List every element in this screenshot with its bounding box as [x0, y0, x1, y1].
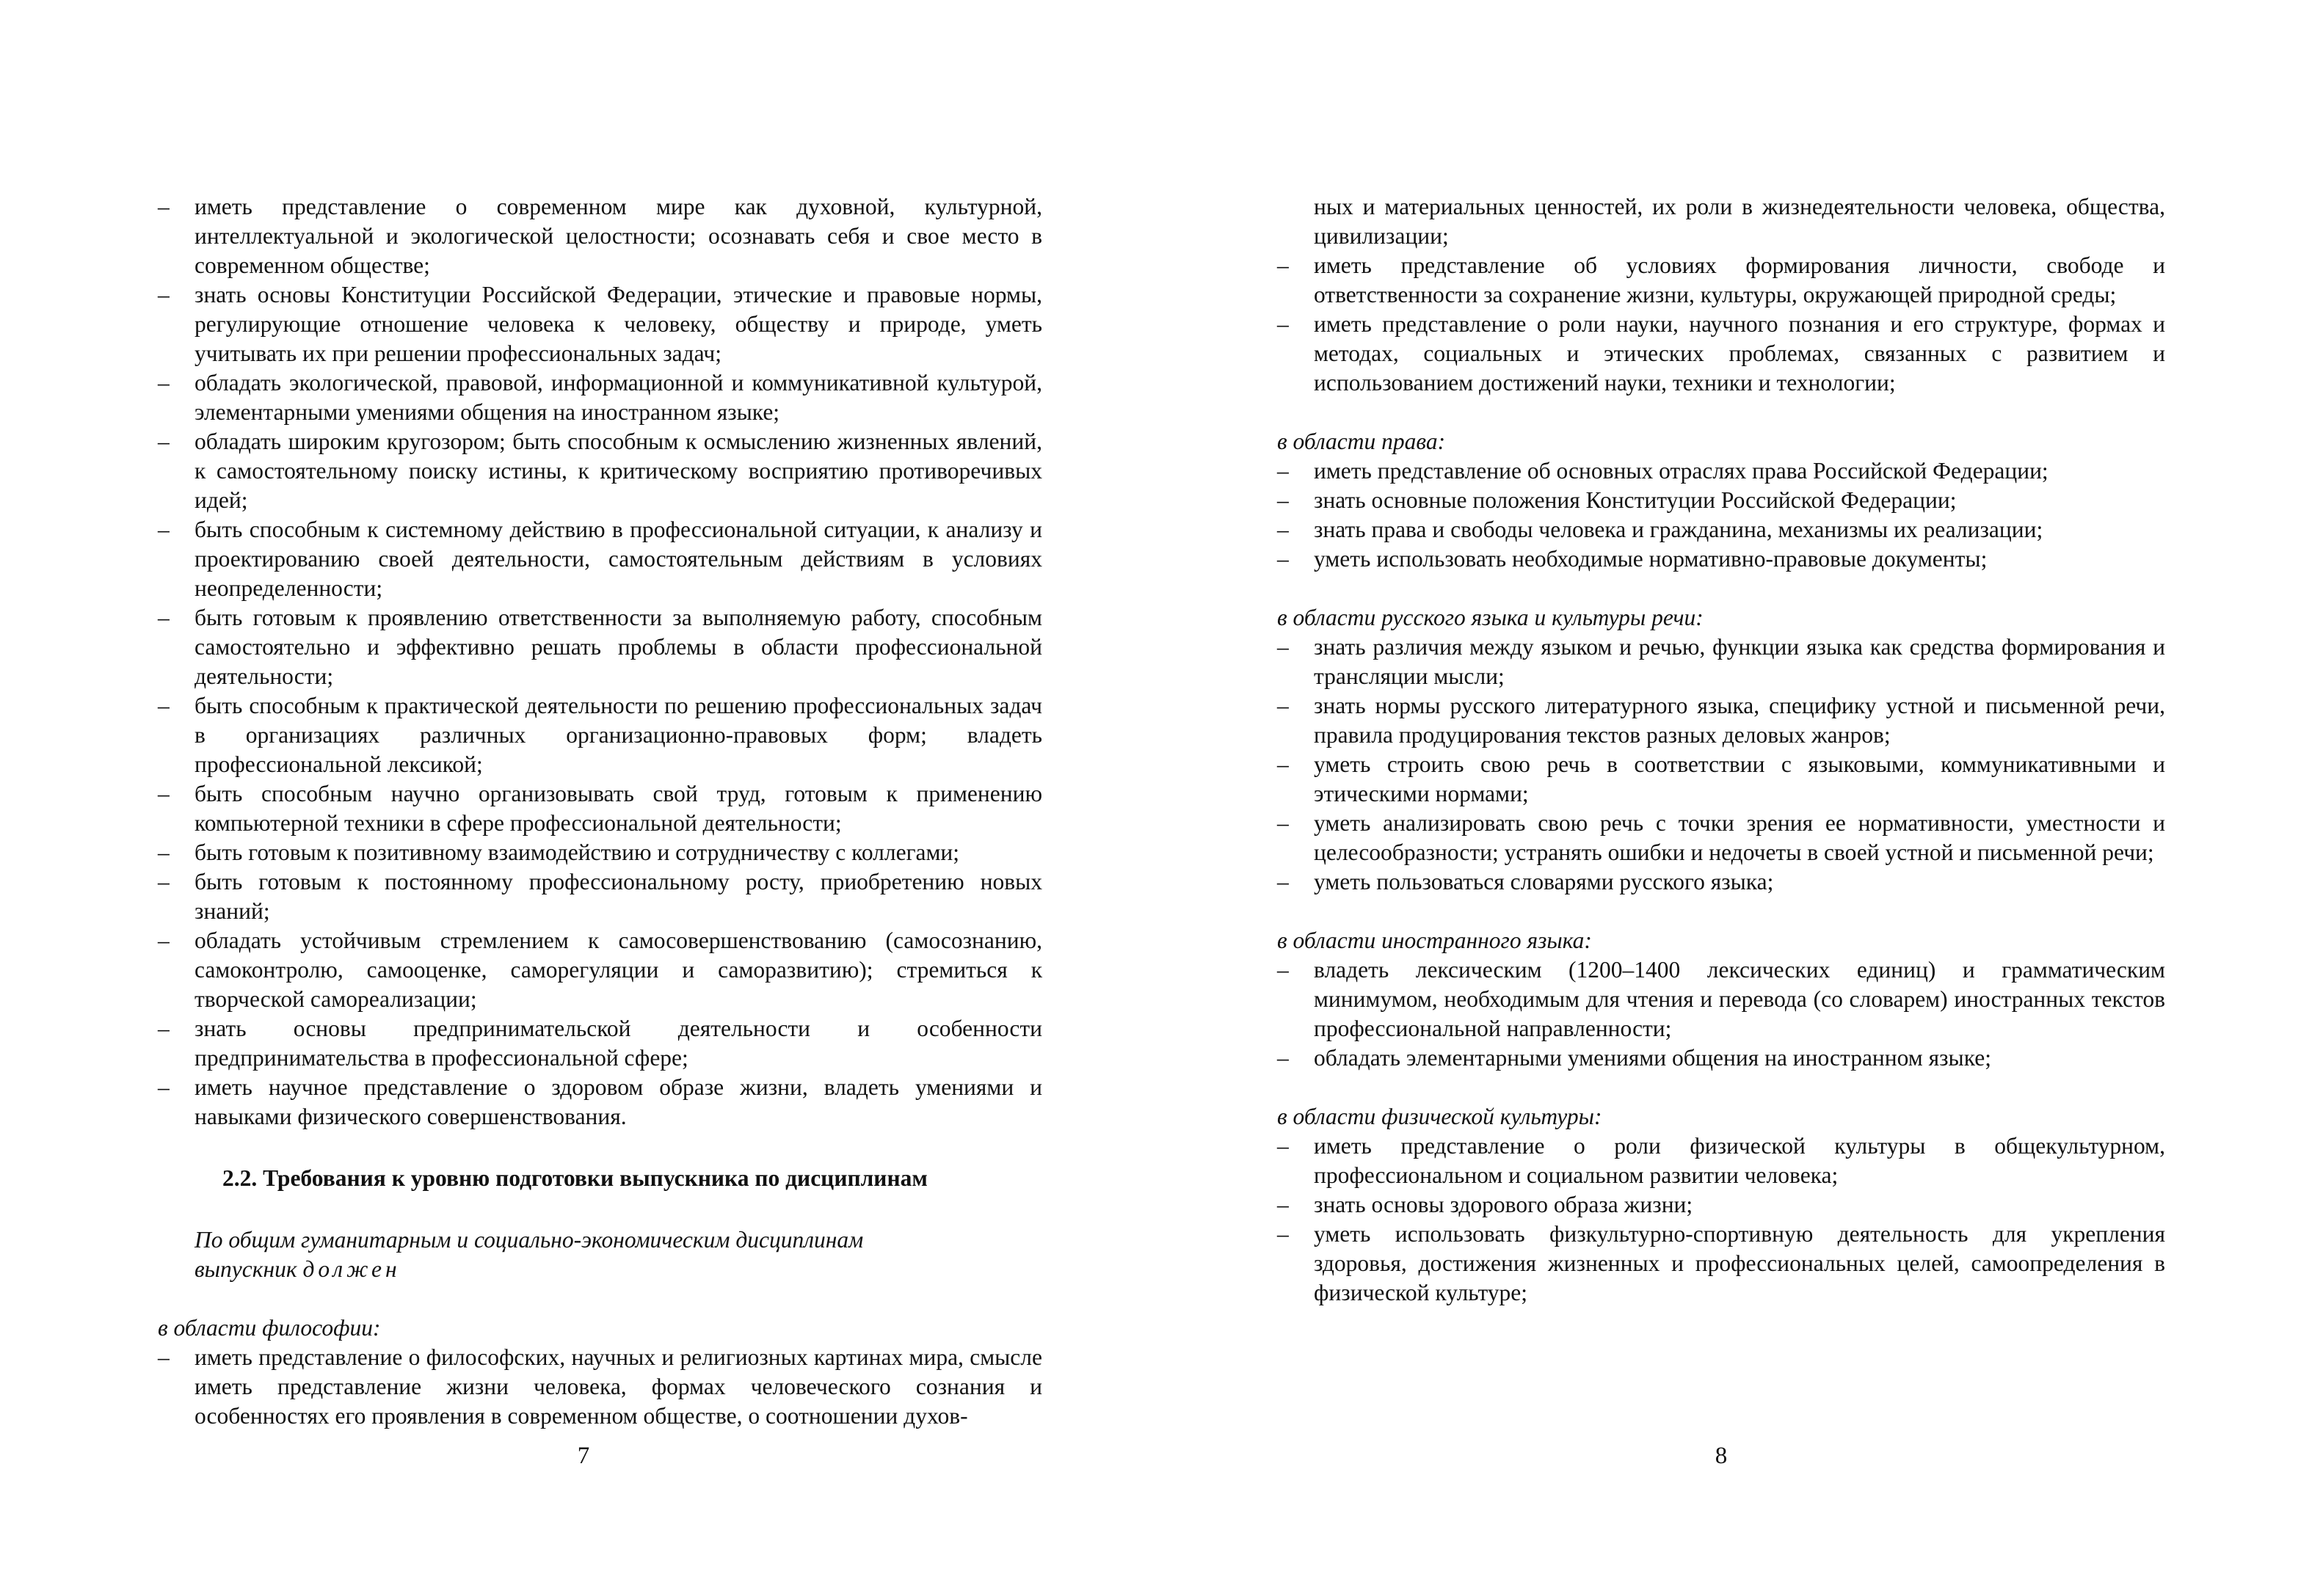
list-item-text: быть способным к системному действию в профессиональной ситуации, к анализу и проектированию своей деятельности, самостоятельным действиям в условиях неопределенности; [195, 517, 1042, 601]
foreign-title: в области иностранного языка: [1277, 928, 1592, 953]
bullet-dash: – [158, 1074, 170, 1100]
bullet-dash: – [158, 1344, 170, 1370]
list-item [158, 779, 1042, 838]
list-item-text: быть способным научно организовывать свой труд, готовым к применению компьютерной техники в сфере профессиональной деятельности; [195, 781, 1042, 836]
list-item [158, 192, 1042, 280]
list-item [1277, 1190, 2165, 1220]
list-item-text: уметь использовать физкультурно-спортивную деятельность для укрепления здоровья, достижения жизненных и профессиональных целей, самоопределения в физической культуре; [1314, 1221, 2165, 1305]
list-item-text: быть готовым к позитивному взаимодействию и сотрудничеству с коллегами; [195, 839, 960, 865]
list-item-text: обладать экологической, правовой, информационной и коммуникативной культурой, элементарными умениями общения на иностранном языке; [195, 370, 1042, 425]
list-item [158, 926, 1042, 1014]
bullet-dash: – [158, 928, 170, 953]
list-item [158, 1014, 1042, 1073]
list-item-text: знать основы Конституции Российской Федерации, этические и правовые нормы, регулирующие отношение человека к человеку, обществу и природе, уметь учитывать их при решении профессиональных задач; [195, 282, 1042, 366]
list-item [1277, 1220, 2165, 1308]
russian-title: в области русского языка и культуры речи: [1277, 605, 1704, 630]
list-item-text: иметь представление о роли физической культуры в общекультурном, профессиональном и социальном развитии человека; [1314, 1133, 2165, 1188]
bullet-dash: – [1277, 693, 1289, 718]
list-item [1277, 1043, 2165, 1073]
section-heading: 2.2. Требования к уровню подготовки выпускника по дисциплинам [222, 1165, 928, 1191]
list-item-text: иметь представление об условиях формирования личности, свободе и ответственности за сохранение жизни, культуры, окружающей природной среды; [1314, 252, 2165, 307]
page-number-left: 7 [577, 1443, 590, 1469]
pe-title: в области физической культуры: [1277, 1104, 1602, 1129]
philosophy-list [158, 1343, 1042, 1431]
bullet-dash: – [1277, 546, 1289, 572]
list-item [1277, 809, 2165, 867]
list-item [158, 280, 1042, 368]
list-item-text: знать нормы русского литературного языка, специфику устной и письменной речи, правила продуцирования текстов разных деловых жанров; [1314, 693, 2165, 748]
bullet-dash: – [1277, 517, 1289, 542]
subheading-line-2 [195, 1255, 1042, 1284]
bullet-dash: – [158, 869, 170, 894]
bullet-dash: – [158, 517, 170, 542]
subheading [158, 1225, 1042, 1284]
list-item-text: знать права и свободы человека и гражданина, механизмы их реализации; [1314, 517, 2043, 542]
foreign-list [1277, 955, 2165, 1073]
list-item [1277, 633, 2165, 691]
list-item-text: обладать устойчивым стремлением к самосовершенствованию (самосознанию, самоконтролю, самооценке, саморегуляции и саморазвитию); стремиться к творческой самореализации; [195, 928, 1042, 1012]
list-item [1277, 867, 2165, 897]
list-item [158, 1343, 1042, 1431]
list-item [1277, 251, 2165, 310]
list-item-text: быть готовым к проявлению ответственности за выполняемую работу, способным самостоятельно и эффективно решать проблемы в области профессиональной деятельности; [195, 605, 1042, 689]
list-item-text: иметь представление об основных отраслях права Российской Федерации; [1314, 458, 2049, 484]
list-item-text: иметь представление о философских, научных и религиозных картинах мира, смысле иметь представление жизни человека, формах человеческого сознания и особенностях его проявления в современном обществе, о соотношении духов- [195, 1344, 1042, 1429]
bullet-dash: – [158, 605, 170, 630]
list-item-text: знать основы здорового образа жизни; [1314, 1192, 1693, 1217]
bullet-dash: – [1277, 458, 1289, 484]
list-item [158, 1073, 1042, 1132]
bullet-dash: – [1277, 1221, 1289, 1247]
list-item [158, 838, 1042, 867]
list-item [158, 368, 1042, 427]
list-item-text: знать различия между языком и речью, функции языка как средства формирования и трансляции мысли; [1314, 634, 2165, 689]
bullet-dash: – [1277, 810, 1289, 836]
list-item [1277, 750, 2165, 809]
bullet-dash: – [1277, 957, 1289, 983]
list-item-text: знать основные положения Конституции Российской Федерации; [1314, 487, 1957, 513]
list-item-text: уметь использовать необходимые нормативно-правовые документы; [1314, 546, 1988, 572]
bullet-dash: – [1277, 1045, 1289, 1071]
list-item-text: иметь научное представление о здоровом образе жизни, владеть умениями и навыками физического совершенствования. [195, 1074, 1042, 1129]
list-item [1277, 456, 2165, 486]
bullet-dash: – [1277, 1133, 1289, 1159]
law-title: в области права: [1277, 429, 1446, 454]
right-page-column [1277, 192, 2165, 1308]
bullet-dash: – [1277, 634, 1289, 660]
bullet-dash: – [1277, 1192, 1289, 1217]
list-item [1277, 544, 2165, 574]
list-item-text: обладать широким кругозором; быть способным к осмыслению жизненных явлений, к самостоятельному поиску истины, к критическому восприятию противоречивых идей; [195, 429, 1042, 513]
bullet-dash: – [158, 370, 170, 396]
subheading-line-1: По общим гуманитарным и социально-экономическим дисциплинам [195, 1227, 864, 1253]
bullet-dash: – [1277, 487, 1289, 513]
subheading-graduate: выпускник [195, 1256, 303, 1282]
list-item-text: уметь пользоваться словарями русского языка; [1314, 869, 1774, 894]
bullet-dash: – [158, 839, 170, 865]
subheading-must: должен [302, 1256, 401, 1282]
bullet-dash: – [1277, 311, 1289, 337]
list-item [1277, 1132, 2165, 1190]
list-item [158, 515, 1042, 603]
right-page [1277, 0, 2165, 1596]
list-item-text: уметь анализировать свою речь с точки зрения ее нормативности, уместности и целесообразности; устранять ошибки и недочеты в своей устной и письменной речи; [1314, 810, 2165, 865]
list-item [1277, 691, 2165, 750]
left-page-column [158, 192, 1042, 1431]
bullet-dash: – [1277, 869, 1289, 894]
list-item [158, 691, 1042, 779]
list-item [1277, 955, 2165, 1043]
bullet-dash: – [1277, 252, 1289, 278]
list-item-text: уметь строить свою речь в соответствии с языковыми, коммуникативными и этическими нормами; [1314, 751, 2165, 806]
list-item-text: знать основы предпринимательской деятельности и особенности предпринимательства в профессиональной сфере; [195, 1016, 1042, 1071]
russian-list [1277, 633, 2165, 897]
list-item-text: владеть лексическим (1200–1400 лексических единиц) и грамматическим минимумом, необходимым для чтения и перевода (со словарем) иностранных текстов профессиональной направленности; [1314, 957, 2165, 1041]
bullet-dash: – [158, 429, 170, 454]
bullet-dash: – [158, 781, 170, 806]
page-number-right: 8 [1715, 1443, 1728, 1469]
list-item-text: обладать элементарными умениями общения на иностранном языке; [1314, 1045, 1991, 1071]
bullet-dash: – [1277, 751, 1289, 777]
pe-list [1277, 1132, 2165, 1308]
list-item [1277, 515, 2165, 544]
list-item-text: иметь представление о роли науки, научного познания и его структуре, формах и методах, социальных и этических проблемах, связанных с развитием и использованием достижений науки, техники и технологии; [1314, 311, 2165, 396]
left-page [158, 0, 1042, 1596]
list-item [1277, 486, 2165, 515]
list-item [158, 427, 1042, 515]
bullet-dash: – [158, 194, 170, 219]
list-item [158, 603, 1042, 691]
philosophy-title: в области философии: [158, 1315, 381, 1341]
continuation-text: ных и материальных ценностей, их роли в жизнедеятельности человека, общества, цивилизации; [1314, 194, 2165, 249]
left-requirements-list [158, 192, 1042, 1132]
law-list [1277, 456, 2165, 574]
list-item-text: быть готовым к постоянному профессиональному росту, приобретению новых знаний; [195, 869, 1042, 924]
list-item-text: быть способным к практической деятельности по решению профессиональных задач в организациях различных организационно-правовых форм; владеть профессиональной лексикой; [195, 693, 1042, 777]
list-item [1277, 310, 2165, 398]
bullet-dash: – [158, 693, 170, 718]
list-item [158, 867, 1042, 926]
bullet-dash: – [158, 282, 170, 307]
bullet-dash: – [158, 1016, 170, 1041]
intro-list [1277, 251, 2165, 398]
list-item-text: иметь представление о современном мире как духовной, культурной, интеллектуальной и экологической целостности; осознавать себя и свое место в современном обществе; [195, 194, 1042, 278]
